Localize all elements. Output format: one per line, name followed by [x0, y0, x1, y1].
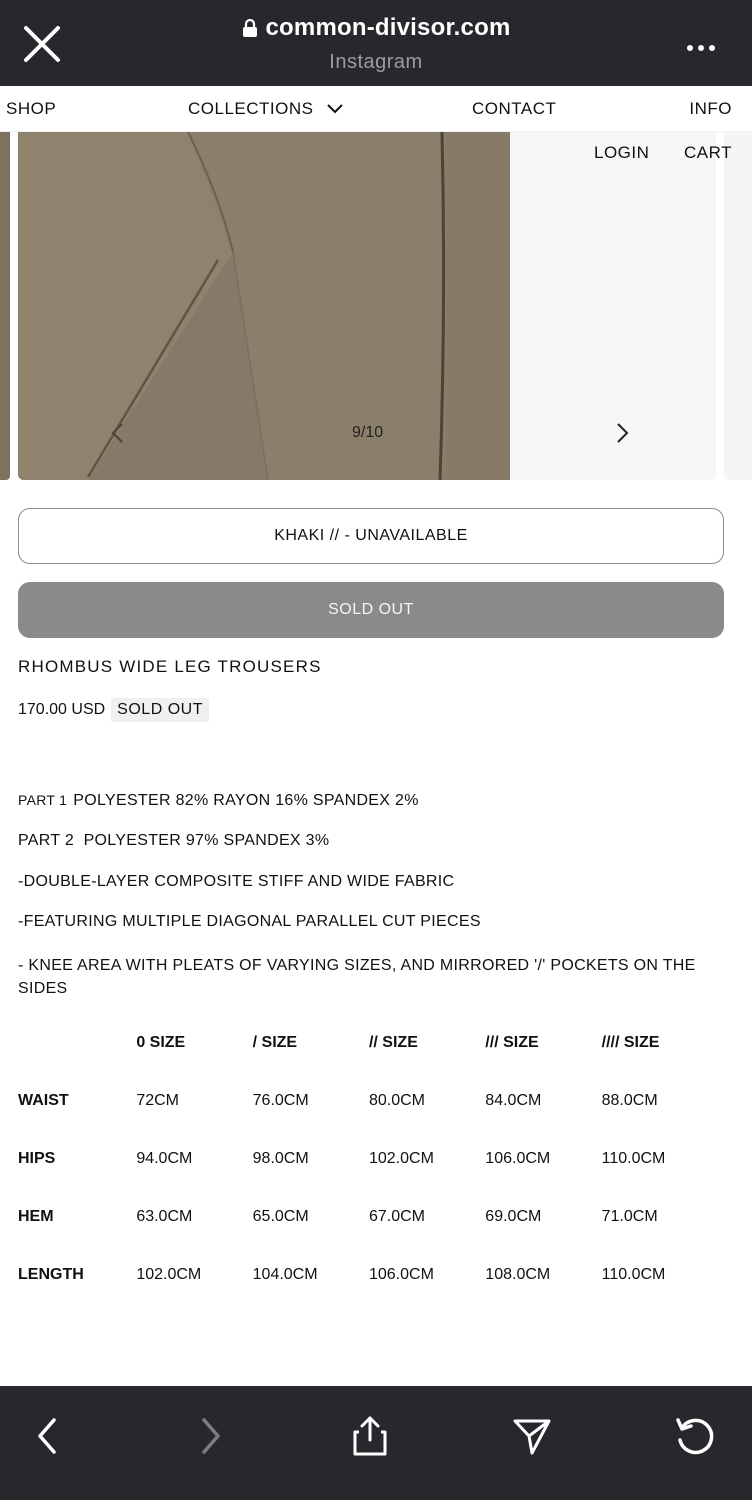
more-icon [686, 43, 716, 53]
nav-contact[interactable]: CONTACT [472, 99, 557, 118]
table-row [18, 1260, 718, 1318]
table-cell: 72CM [136, 1092, 179, 1109]
part2-label: PART 2 [18, 832, 75, 849]
site-nav [0, 86, 752, 132]
status-badge: SOLD OUT [111, 698, 209, 722]
nav-shop[interactable]: SHOP [6, 99, 57, 118]
description-line: - KNEE AREA WITH PLEATS OF VARYING SIZES, AND MIRRORED '/' POCKETS ON THE SIDES [18, 957, 696, 997]
description-part1 [18, 792, 419, 810]
table-row [18, 1202, 718, 1260]
description-part2 [18, 832, 329, 850]
nav-collections-label: COLLECTIONS [188, 99, 314, 118]
measurement-label: WAIST [18, 1092, 69, 1109]
previous-slide-edge [0, 132, 10, 480]
lock-icon [242, 18, 258, 38]
chevron-right-icon[interactable] [616, 422, 630, 444]
price-row [18, 698, 209, 722]
send-icon[interactable] [512, 1416, 552, 1456]
reload-icon[interactable] [674, 1416, 714, 1456]
measurement-label: LENGTH [18, 1266, 84, 1283]
part1-text: POLYESTER 82% RAYON 16% SPANDEX 2% [73, 792, 419, 809]
more-button[interactable] [686, 40, 716, 50]
product-photo [18, 132, 510, 480]
product-gallery[interactable] [0, 132, 752, 482]
table-cell: 110.0CM [601, 1266, 666, 1283]
table-cell: 84.0CM [485, 1092, 542, 1109]
size-header-cell: // SIZE [368, 1034, 418, 1051]
slide-counter: 9/10 [352, 424, 384, 441]
url-text: common-divisor.com [265, 14, 511, 41]
size-header-cell: /// SIZE [485, 1034, 539, 1051]
nav-info[interactable]: INFO [689, 99, 732, 118]
url-bar[interactable] [242, 14, 511, 42]
table-row [18, 1086, 718, 1144]
measurement-label: HIPS [18, 1150, 56, 1167]
share-icon[interactable] [350, 1416, 390, 1456]
size-header-cell [18, 1028, 136, 1086]
table-cell: 69.0CM [485, 1208, 542, 1225]
product-price: 170.00 USD [18, 701, 106, 718]
cart-link[interactable]: CART [684, 143, 732, 162]
size-header-cell: //// SIZE [601, 1034, 660, 1051]
description-line: -DOUBLE-LAYER COMPOSITE STIFF AND WIDE FABRIC [18, 873, 455, 890]
table-cell: 106.0CM [368, 1266, 434, 1283]
size-header-cell: / SIZE [252, 1034, 298, 1051]
table-cell: 88.0CM [601, 1092, 658, 1109]
description-line: -FEATURING MULTIPLE DIAGONAL PARALLEL CUT PIECES [18, 913, 481, 930]
chevron-left-icon[interactable] [110, 422, 124, 444]
browser-top-bar [0, 0, 752, 86]
nav-collections[interactable] [188, 99, 343, 119]
source-app-label: Instagram [329, 51, 423, 73]
table-cell: 76.0CM [252, 1092, 309, 1109]
size-chart-table [18, 1028, 718, 1318]
table-cell: 106.0CM [485, 1150, 551, 1167]
variant-select[interactable]: KHAKI // - UNAVAILABLE [18, 508, 724, 564]
part2-text: POLYESTER 97% SPANDEX 3% [83, 832, 330, 849]
table-cell: 67.0CM [368, 1208, 425, 1225]
table-row [18, 1144, 718, 1202]
table-cell: 65.0CM [252, 1208, 309, 1225]
forward-arrow-icon[interactable] [190, 1416, 230, 1456]
table-cell: 71.0CM [601, 1208, 658, 1225]
table-cell: 108.0CM [485, 1266, 551, 1283]
table-cell: 102.0CM [368, 1150, 434, 1167]
product-title: RHOMBUS WIDE LEG TROUSERS [18, 657, 322, 676]
part1-label: PART 1 [18, 792, 68, 808]
sold-out-button[interactable]: SOLD OUT [18, 582, 724, 638]
size-header-cell: 0 SIZE [136, 1034, 186, 1051]
table-cell: 98.0CM [252, 1150, 309, 1167]
table-cell: 110.0CM [601, 1150, 666, 1167]
size-chart-header [18, 1028, 718, 1086]
browser-bottom-bar [0, 1386, 752, 1500]
table-cell: 63.0CM [136, 1208, 193, 1225]
table-cell: 94.0CM [136, 1150, 193, 1167]
table-cell: 102.0CM [136, 1266, 202, 1283]
back-arrow-icon[interactable] [28, 1416, 68, 1456]
table-cell: 80.0CM [368, 1092, 425, 1109]
fabric-illustration [18, 132, 510, 480]
login-link[interactable]: LOGIN [594, 143, 650, 162]
next-slide-preview [510, 132, 716, 480]
table-cell: 104.0CM [252, 1266, 318, 1283]
next-slide-edge [724, 132, 752, 480]
measurement-label: HEM [18, 1208, 54, 1225]
chevron-down-icon [327, 104, 343, 114]
